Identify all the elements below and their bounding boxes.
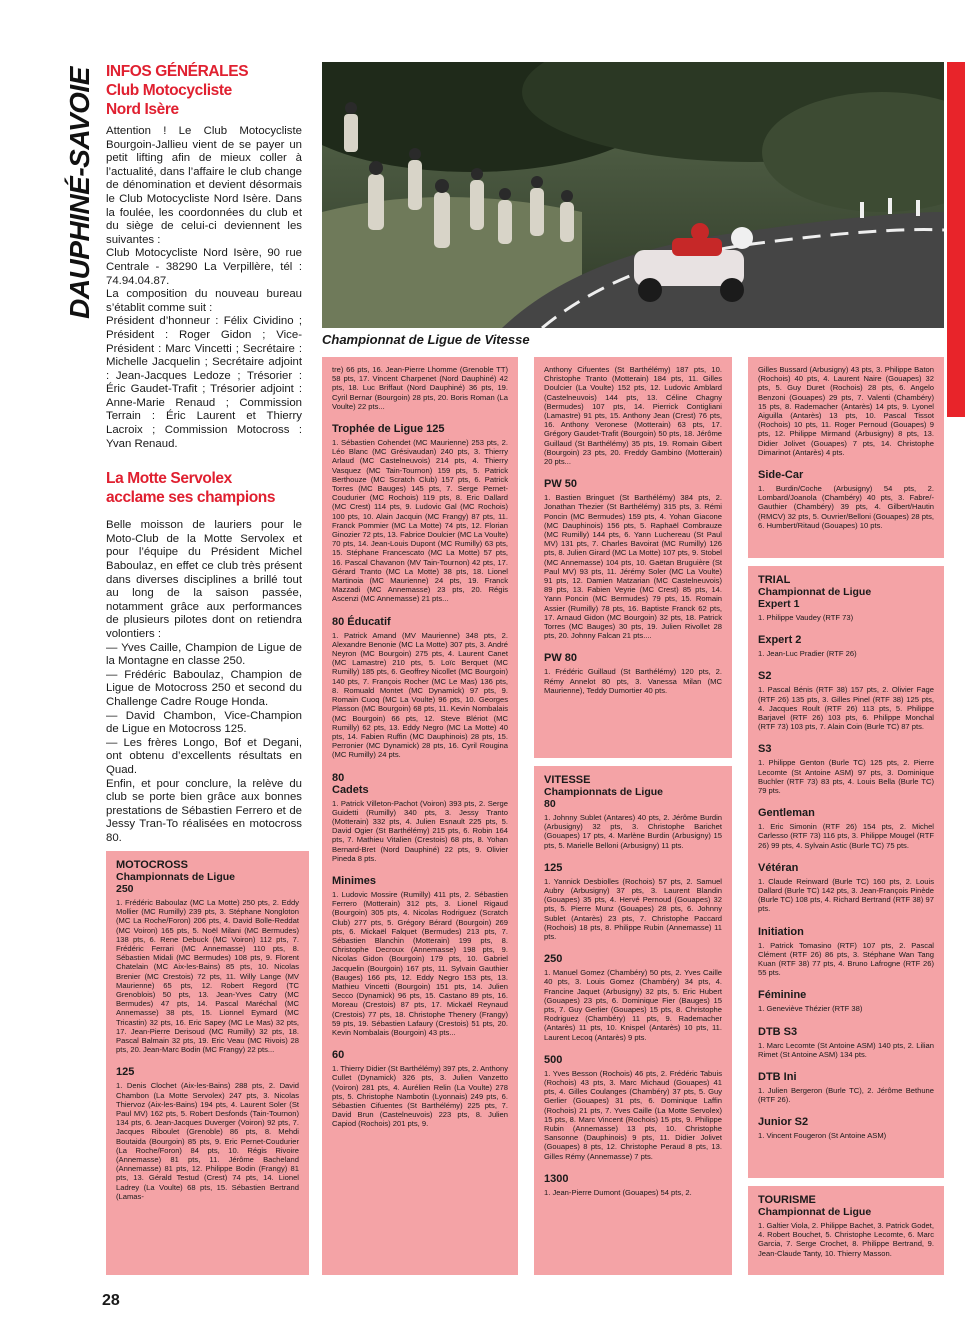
category-title: S3: [758, 743, 772, 756]
section-heading: TOURISME: [758, 1194, 816, 1206]
motocross-continued-box: [322, 357, 518, 1275]
article2-title: La Motte Servolex acclame ses champions: [106, 470, 276, 507]
article2-para: — Frédéric Baboulaz, Champion de Ligue de Motocross 250 et second du Challenge Cadre Rouge Honda.: [106, 668, 302, 708]
photo-caption: Championnat de Ligue de Vitesse: [322, 332, 530, 347]
category-title: 80 Cadets: [332, 771, 369, 796]
page-number: 28: [102, 1292, 120, 1309]
edge-tab: [947, 62, 965, 417]
category-title: 250: [116, 883, 134, 895]
left-column: [106, 62, 302, 846]
trial-box: [748, 566, 944, 1178]
section-rubric: DAUPHINÉ-SAVOIE: [64, 67, 95, 319]
article2-para: — David Chambon, Vice-Champion de Ligue en Motocross 125.: [106, 709, 302, 736]
article2-para: — Yves Caille, Champion de Ligue de la Montagne en classe 250.: [106, 641, 302, 668]
results-text: Gilles Bussard (Arbusigny) 43 pts, 3. Philippe Baton (Rochois) 40 pts, 4. Laurent Naire (Gouapes) 32 pts, 5. Guy Duret (Rochois) 28 pts, 6. Angelo Benzoni (Gouapes) 29 pts, 7. Valenti (Chambéry) 15 pts, 8. Rademacher (Antarès) 14 pts, 9. Lyonel Aiguilla (Antarès) 13 pts, 10. Pascal Tissot (Rochois) 10 pts, 11. Roger Pernoud (Gouapes) 9 pts, 12. Philippe Mirmand (Arbusigny) 8 pts, 13. Didier Jolivet (Gouapes) 7 pts, 14. Christophe Dimarinot (Antarès) 4 pts.: [758, 365, 934, 457]
article1-para: Président d’honneur : Félix Cividino ; Président : Roger Gidon ; Vice-Président : Marc Vincetti ; Secrétaire : Michelle Jacquelin ; Secrétaire adjoint : Jean-Jacques Ledoze ; Trésorier : Éric Gaudet-Trafit ; Trésorier adjoint : Anne-Marie Renaud ; Commission Terrain : Éric Laurent et Thierry Lacroix ; Commission Motocross : Yvan Renaud.: [106, 315, 302, 450]
results-text: 1. Julien Bergeron (Burle TC), 2. Jérôme Bethune (RTF 26).: [758, 1086, 934, 1105]
section-subheading: Championnat de Ligue: [758, 1206, 872, 1218]
results-text: 1. Thierry Didier (St Barthélémy) 397 pts, 2. Anthony Cullet (Dynamick) 326 pts, 3. Julien Vanzetto (Voiron) 281 pts, 4. Aurélien Relin (La Voulte) 278 pts, 5. Christophe Nambotin (Lyonnais) 249 pts, 6. Sébastien Cifuentes (St Barthélémy) 225 pts, 7. David Brun (Castelneuvois) 223 pts, 8. Julien Capiod (Rochois) 201 pts, 9.: [332, 1064, 508, 1129]
category-title: Gentleman: [758, 807, 815, 820]
results-text: 1. Johnny Sublet (Antares) 40 pts, 2. Jérôme Burdin (Arbusigny) 32 pts, 3. Christophe Barichet (Gouapes) 17 pts, 4. Marlène Burdin (Arbusigny) 15 pts, 5. Marielle Belloni (Arbusigny) 11 pts.: [544, 813, 722, 850]
category-title: Trophée de Ligue 125: [332, 423, 445, 436]
results-text: 1. Geneviève Thézier (RTF 38): [758, 1004, 863, 1014]
category-title: PW 80: [544, 652, 578, 665]
section-heading: VITESSE: [544, 774, 591, 786]
results-text: 1. Yannick Desbiolles (Rochois) 57 pts, 2. Samuel Aubry (Arbusigny) 37 pts, 3. Laurent Blandin (Gouapes) 35 pts, 4. Hervé Pernoud (Gouapes) 32 pts, 5. Pierre Munz (Gouapes) 28 pts, 6. Johnny Sublet (Antarès) 23 pts, 7. Christophe Paccard (Rochois) 18 pts, 8. Philippe Rubin (Annemasse) 11 pts.: [544, 876, 722, 942]
category-title: 125: [116, 1066, 135, 1079]
section-heading: MOTOCROSS: [116, 859, 188, 871]
results-text: 1. Patrick Villeton-Pachot (Voiron) 393 pts, 2. Serge Guidetti (Rumilly) 340 pts, 3. Jessy Tranto (Motterain) 332 pts, 4. Julien Esnault 225 pts, 5. David Ogier (St Barthélémy) 215 pts, 6. Robin 164 pts, 7. Mathieu Vitalien (Crestois) 68 pts, 8. Yohan Bernard-Bret (Nord Dauphiné) 22 pts, 9. Olivier Pineda 8 pts.: [332, 798, 508, 863]
results-text: 1. Marc Lecomte (St Antoine ASM) 140 pts, 2. Lilian Rimet (St Antoine ASM) 134 pts.: [758, 1040, 934, 1059]
results-text: 1. Pascal Bénis (RTF 38) 157 pts, 2. Olivier Fage (RTF 26) 135 pts, 3. Gilles Pinel (RTF 38) 125 pts, 4. Jacques Roult (RTF 26) 113 pts, 5. Philippe Barjavel (RTF 26) 103 pts, 6. Philippe Monchal (RTF 73) 103 pts, 7. Alain Coin (Burle TC) 87 pts.: [758, 685, 934, 732]
motocross-box: [106, 851, 309, 1275]
results-text: 1. Manuel Gomez (Chambéry) 50 pts, 2. Yves Caille 40 pts, 3. Louis Gomez (Chambéry) 34 pts, 4. Francine Jaquet (Arbusigny) 32 pts, 5. Eric Hubert (Gouapes) 23 pts, 6. Dominique Fier (Bauges) 15 pts, 7. Guy Gerlier (Gouapes) 15 pts, 8. Christophe Rodriguez (Chambéry) 11 pts, 9. Rademacher (Antarès) 11 pts, 10. Knispel (Antarès) 10 pts, 11. Laurent Lecoq (Antarès) 9 pts.: [544, 968, 722, 1042]
article1-para: La composition du nouveau bureau s’établit comme suit :: [106, 288, 302, 314]
category-title: 60: [332, 1049, 345, 1062]
article2-para: Enfin, et pour conclure, la relève du club se porte bien grâce aux bonnes prestations de Sébastien Ferrero et de Jessy Tran-To réalisées en motocross 80.: [106, 777, 302, 844]
results-text: tre) 66 pts, 16. Jean-Pierre Lhomme (Grenoble TT) 58 pts, 17. Vincent Charpenet (Nord Dauphiné) 42 pts, 18. Luc Briffaut (Nord Dauphiné) 36 pts, 19. Cyril Bernar (Bourgoin) 28 pts, 20. Boris Roman (La Voulte) 22 pts...: [332, 365, 508, 411]
results-text: 1. Ludovic Mossire (Rumilly) 411 pts, 2. Sébastien Ferrero (Motterain) 312 pts, 3. Lionel Rigaud (Bourgoin) 305 pts, 4. Nicolas Rodriguez (Scratch Club) 277 pts, 5. Grégory Bérard (Bourgoin) 269 pts, 6. Mickaël Falquet (Bermudes) 213 pts, 7. Sébastien Blanchin (Motterain) 199 pts, 8. Christophe Decroux (Annemasse) 198 pts, 9. Nicolas Gidon (Bourgoin) 179 pts, 10. Gabriel Jacquelin (Bourgoin) 167 pts, 11. Sylvain Gauthier (Bauges) 166 pts, 12. Eddy Negro 153 pts, 13. Mathieu Vincetti (Bourgoin) 151 pts, 14. Julien Secco (Dynamick) 96 pts, 15. Castano 89 pts, 16. Moreau (Crestois) 87 pts, 17. Mickaël Reynaud (Crestois) 77 pts, 18. Christophe Thenery (Frangy) 59 pts, 19. Sébastien Lafaury (Crestois) 51 pts, 20. Kevin Nombalais (Bourgoin) 43 pts...: [332, 889, 508, 1037]
category-title: 125: [544, 861, 563, 874]
results-text: 1. Eric Simonin (RTF 26) 154 pts, 2. Michel Carlesso (RTF 73) 116 pts, 3. Philippe Mougel (RTF 26) 99 pts, 4. Sylvain Astic (Burle TC) 75 pts.: [758, 822, 934, 850]
results-text: 1. Frédéric Baboulaz (MC La Motte) 250 pts, 2. Eddy Mollier (MC Rumilly) 239 pts, 3. Stéphane Nongloton (MC La Roche/Foron) 206 pts, 4. David Bolle-Reddat (MC Voiron) 165 pts, 5. Noël Milani (MC Bermudes) 138 pts, 6. Rene Debuck (MC Voiron) 112 pts, 7. Frédéric Ferrari (MC Annemasse) 110 pts, 8. Sébastien Midali (MC Bermudes) 108 pts, 9. Florent Chatelain (MC Aix-les-Bains) 85 pts, 10. Nicolas Brenier (MC Crestois) 72 pts, 11. Willy Lange (MV Maurienne) 65 pts, 12. Robert Regord (TC Grenoblois) 50 pts, 13. Jean-Yves Catry (MC Bermudes) 47 pts, 14. Pascal Maréchal (MC Annemasse) 38 pts, 15. Lionnel Eymard (MC Tricastin) 32 pts, 16. Eric Sapey (MC Le Mas) 32 pts, 17. Jean-Pierre Derisoud (MC Rumilly) 32 pts, 18. Pascal Balmain 32 pts, 19. Eric Veau (MC Rivois) 28 pts, 20. Jean-Marc Bodin (MC Frangy) 22 pts...: [116, 898, 299, 1055]
results-text: 1. Denis Clochet (Aix-les-Bains) 288 pts, 2. David Chambon (La Motte Servolex) 247 pts, 3. Nicolas Thiervoz (Aix-les-Bains) 194 pts, 4. Laurent Soler (St Paul MV) 162 pts, 5. Robert Desfonds (Tain-Tournon) 134 pts, 6. Jean-Jacques Duverger (Voiron) 92 pts, 7. Jacques Riboulet (Grenoble) 86 pts, 8. Mehdi Boutaida (Bourgoin) 85 pts, 9. Eric Pernet-Coudurier (La Roche/Foron) 84 pts, 10. Régis Rivoire (Annemasse) 81 pts, 11. Jérôme Bacheland (Annemasse) 81 pts, 12. Philippe Bodin (Frangy) 81 pts, 13. Gérald Testud (Crest) 74 pts, 14. Lionel Ladrey (La Voulte) 68 pts, 15. Sébastien Bertrand (Lamas-: [116, 1081, 299, 1201]
article2-para: Belle moisson de lauriers pour le Moto-Club de la Motte Servolex et pour l’équipe du Président Michel Baboulaz, en effet ce club très présent dans diverses disciplines a brillé tout au long de la saison passée, notamment grâce aux performances de plusieurs pilotes dont on retiendra volontiers :: [106, 519, 302, 640]
section-heading: TRIAL: [758, 574, 791, 586]
category-title: Féminine: [758, 989, 807, 1002]
category-title: Expert 1: [758, 598, 800, 610]
results-text: 1. Jean-Pierre Dumont (Gouapes) 54 pts, 2.: [544, 1187, 692, 1197]
vitesse-box: [534, 766, 732, 1275]
category-title: S2: [758, 670, 772, 683]
results-text: 1. Vincent Fougeron (St Antoine ASM): [758, 1131, 887, 1141]
category-title: 1300: [544, 1172, 569, 1185]
section-subheading: Championnats de Ligue: [116, 871, 236, 883]
article1-para: Attention ! Le Club Motocycliste Bourgoin-Jallieu vient de se payer un petit lifting afin de mieux coller à l’actualité, dans l’affaire le club change de dénomination et devient désormais le Club Motocycliste Nord Isère. Dans la foulée, les coordonnées du club et du siège de celui-ci deviennent les suivantes :: [106, 125, 302, 246]
results-text: 1. Patrick Tomasino (RTF) 107 pts, 2. Pascal Clément (RTF 26) 86 pts, 3. Stéphane Wan Tang Kuan (RTF 38) 77 pts, 4. Bruno Lafrogne (RTF 26) 55 pts.: [758, 940, 934, 978]
category-title: DTB Ini: [758, 1071, 797, 1084]
results-text: 1. Claude Reinward (Burle TC) 160 pts, 2. Louis Dallard (Burle TC) 142 pts, 3. Jean-François Pinède (Burle TC) 108 pts, 4. Richard Bertrand (RTF 38) 97 pts.: [758, 876, 934, 914]
vitesse-continued-box: [748, 357, 944, 558]
motocross-pw-box: [534, 357, 732, 758]
results-text: 1. Philippe Genton (Burle TC) 125 pts, 2. Pierre Lecomte (St Antoine ASM) 97 pts, 3. Dominique Buchler (RTF 73) 83 pts, 4. Louis Bella (Burle TC) 79 pts.: [758, 758, 934, 796]
category-title: PW 50: [544, 478, 578, 491]
category-title: 80: [544, 798, 556, 810]
category-title: Initiation: [758, 925, 804, 938]
results-text: 1. Patrick Amand (MV Maurienne) 348 pts, 2. Alexandre Benonie (MC La Motte) 307 pts, 3. André Neyron (MC Bourgoin) 275 pts, 4. Laurent Canet (MC Lamastre) 210 pts, 5. Loïc Berquet (MC Rumilly) 185 pts, 6. Geoffrey Nicollet (MC Bourgoin) 140 pts, 7. François Rocher (MC Le Mas) 136 pts, 8. Romuald Montet (MC Dynamick) 97 pts, 9. Romain Cuoq (MC La Voulte) 96 pts, 10. Georges Plasson (MC Bourgoin) 68 pts, 11. Kevin Nombalais (MC Bourgoin) 66 pts, 12. Steve Blériot (MC Rumilly) 62 pts, 13. Eddy Negro (MC La Motte) 40 pts, 14. Fabien Ruffin (MC Dauphinois) 28 pts, 15. Perronier (MC Dynamick) 28 pts, 16. Cyril Rougina (MC Rumilly) 24 pts.: [332, 630, 508, 760]
results-text: 1. Bastien Bringuet (St Barthélémy) 384 pts, 2. Jonathan Thezier (St Barthélémy) 315 pts, 3. Rémi Poncin (MC Bermudes) 159 pts, 4. Yohan Giacone (MC Dauphinois) 156 pts, 5. Raphaël Combrauze (MC Rumilly) 144 pts, 6. Yann Luchereau (St Paul MV) 131 pts, 7. Charles Bavoirat (MC Rumilly) 126 pts, 8. Julien Girard (MC La Motte) 107 pts, 9. Stobel (MC Annemasse) 104 pts, 10. Gaëtan Bruguière (St Paul MV) 93 pts, 11. Jérémy Soler (MC La Voulte) 91 pts, 12. Damien Matzarian (MC Castelneuvois) 89 pts, 13. Fabien Veyrie (MC Crest) 85 pts, 14. Yann Poncin (MC Bermudes) 79 pts, 15. Romain Assier (Rumilly) 78 pts, 16. Baptiste Franck 62 pts, 17. Arnaud Gidon (MC Bourgoin) 32 pts, 18. Patrick Torres (MC Bauges) 30 pts, 19. Julien Rivollet 28 pts, 20. Johnny Falcan 21 pts....: [544, 493, 722, 641]
results-text: 1. Philippe Vaudey (RTF 73): [758, 613, 854, 622]
results-text: 1. Sébastien Cohendet (MC Maurienne) 253 pts, 2. Léo Blanc (MC Grésivaudan) 240 pts, 3. Thierry Arlaud (MC Castelneuvois) 214 pts, 4. Thierry Vasquez (MC Tain-Tournon) 159 pts, 5. Patrick Berthouze (MC Scratch Club) 157 pts, 6. Patrick Torres (MC Bauges) 145 pts, 7. Serge Pernet-Coudurier (MC Rochois) 119 pts, 8. Eric Dallard (MC Crest) 114 pts, 9. Ludovic Gal (MC Rochois) 100 pts, 10. Alain Jacquin (MC Frangy) 87 pts, 11. Franck Pommier (MC La Motte) 74 pts, 12. Florian Ginozier 72 pts, 13. Fabrice Doulcier (MC La Voulte) 70 pts, 14. Jean-Louis Dupont (MC Rumilly) 63 pts, 15. Stéphane Francescato (MC La Motte) 57 pts, 16. Pascal Chavanon (MV Tain-Tournon) 42 pts, 17. Gérard Tranto (MC La Motte) 38 pts, 18. Lionel Martinoia (MC Maurienne) 24 pts, 19. Franck Mazzadi (MC Annemasse) 23 pts, 20. Régis Ascenzi (MC Annemasse) 21 pts...: [332, 438, 508, 604]
category-title: Junior S2: [758, 1116, 809, 1129]
results-text: 1. Burdin/Coche (Arbusigny) 54 pts, 2. Lombard/Joanola (Chambéry) 40 pts, 3. Fabre/-Gauthier (Chambéry) 39 pts, 4. Gilbert/Hautin (RMCV) 32 pts, 5. Ouvrier/Belloni (Gouapes) 28 pts, 6. Humbert/Ritaud (Gouapes) 10 pts.: [758, 484, 934, 530]
section-subheading: Championnat de Ligue: [758, 586, 872, 598]
category-title: Side-Car: [758, 469, 804, 482]
category-title: 500: [544, 1053, 563, 1066]
results-text: 1. Yves Besson (Rochois) 46 pts, 2. Frédéric Tabuis (Rochois) 43 pts, 3. Marc Michaud (Gouapes) 41 pts, 4. Gilles Coulanges (Chambéry) 37 pts, 5. Guy Gerlier (Gouapes) 31 pts, 6. Dominique Laffin (Rochois) 21 pts, 7. Yves Caille (La Motte Servolex) 15 pts, 8. Marc Vincent (Rochois) 15 pts, 9. Philippe Rubin (Annemasse) 13 pts, 10. Christophe Sansonne (Dauphinois) 9 pts, 11. Didier Jolivet (Gouapes) 8 pts, 12. Christophe Peraud 8 pts, 13. Gilles Rémy (Annemasse) 7 pts.: [544, 1068, 722, 1161]
category-title: 250: [544, 953, 563, 966]
category-title: Minimes: [332, 874, 377, 887]
section-subheading: Championnats de Ligue: [544, 786, 664, 798]
article1-title: INFOS GÉNÉRALES Club Motocycliste Nord Isère: [106, 63, 249, 118]
results-text: 1. Galtier Viola, 2. Philippe Bachet, 3. Patrick Godet, 4. Robert Bouchet, 5. Christophe Lecomte, 6. Marc Garcia, 7. Serge Crochet, 8. Philippe Bertrand, 9. Jean-Claude Tanty, 10. Thierry Masson.: [758, 1221, 934, 1258]
article2-para: — Les frères Longo, Bof et Degani, ont obtenu d’excellents résultats en Quad.: [106, 736, 302, 776]
category-title: DTB S3: [758, 1025, 798, 1038]
results-text: 1. Jean-Luc Pradier (RTF 26): [758, 649, 857, 659]
category-title: 80 Éducatif: [332, 615, 391, 628]
results-text: 1. Frédéric Guillaud (St Barthélémy) 120 pts, 2. Rémy Annelot 80 pts, 3. Vanessa Milan (MC Maurienne), Teddy Dumortier 40 pts.: [544, 667, 722, 695]
category-title: Vétéran: [758, 861, 799, 874]
article1-para: Club Motocycliste Nord Isère, 90 rue Centrale - 38290 La Verpillère, tél : 74.94.04.87.: [106, 247, 302, 287]
tourisme-box: [748, 1186, 944, 1275]
sidecar-race-illustration: [322, 62, 944, 328]
results-text: Anthony Cifuentes (St Barthélémy) 187 pts, 10. Christophe Tranto (Motterain) 184 pts, 11. Gilles Doulcier (La Voulte) 152 pts, 12. Ludovic Amblard (Castelneuvois) 144 pts, 13. Céline Chagny (Bermudes) 107 pts, 14. Pierrick Contigliani (Lamastre) 91 pts, 15. Anthony Jean (Crest) 76 pts, 16. Anthony Veronese (Motterain) 63 pts, 17. Grégory Gaudet-Trafit (Bourgoin) 50 pts, 18. Jérôme Guillaud (St Barthélémy) 35 pts, 19. Romain Gibert (Bourgoin) 23 pts, 20. Freddy Gambino (Motterain) 20 pts...: [544, 365, 722, 467]
race-photo: [322, 62, 944, 328]
category-title: Expert 2: [758, 634, 802, 647]
